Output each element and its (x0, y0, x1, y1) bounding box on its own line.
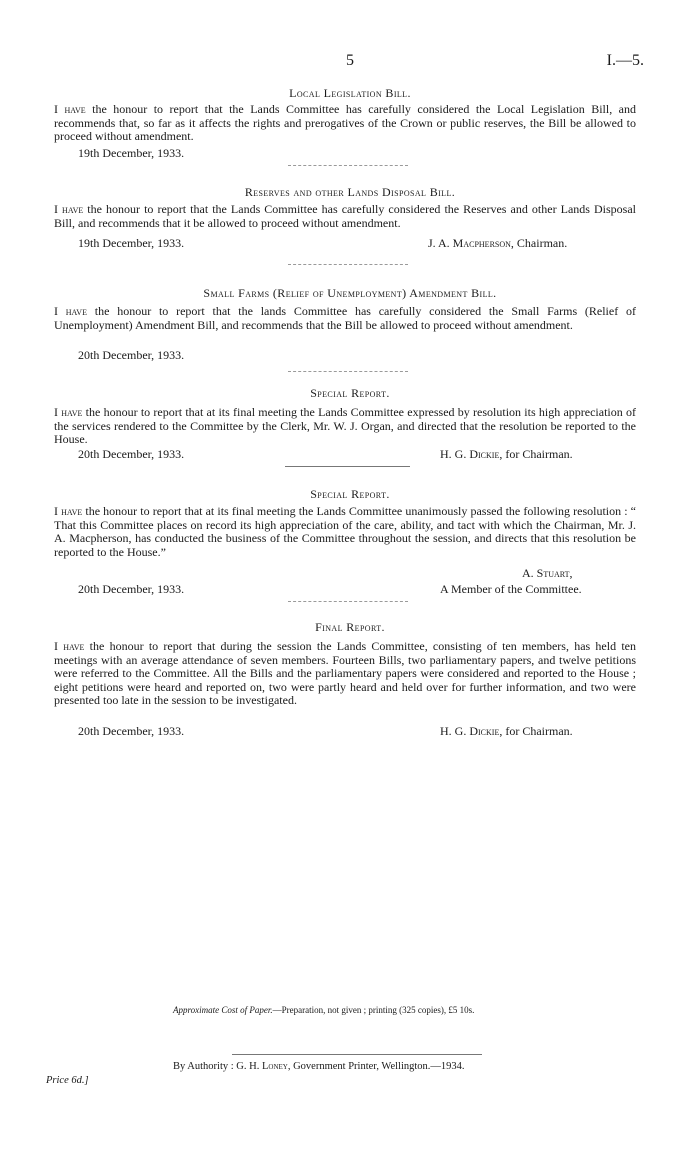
signature-name: J. A. Macpherson, (428, 236, 514, 250)
section-divider (288, 371, 408, 372)
section-date: 20th December, 1933. (78, 582, 185, 596)
section-divider (285, 466, 410, 467)
section-paragraph (54, 203, 636, 230)
signature-name: A. Stuart, (522, 566, 573, 580)
price-label: Price 6d.] (46, 1075, 89, 1086)
signature-role: for Chairman. (502, 724, 573, 738)
section-signature (440, 724, 573, 739)
section-paragraph (54, 640, 636, 708)
authority-prefix: By Authority : G. H. (173, 1061, 262, 1072)
section-heading: Local Legislation Bill. (289, 86, 411, 100)
cost-label: Approximate Cost of Paper. (173, 1005, 273, 1015)
printer-name: Loney (261, 1061, 288, 1072)
section-paragraph (54, 103, 636, 144)
signature-role: Chairman. (513, 236, 568, 250)
paragraph-lead: I have (54, 504, 83, 518)
paragraph-lead: I have (54, 639, 85, 653)
section-paragraph (54, 305, 636, 332)
cost-of-paper (173, 1005, 474, 1015)
section-paragraph (54, 505, 636, 559)
section-heading: Final Report. (315, 620, 385, 634)
section-divider (288, 165, 408, 166)
section-heading: Small Farms (Relief of Unemployment) Amendment Bill. (203, 286, 497, 300)
section-divider (288, 264, 408, 265)
cost-text: —Preparation, not given ; printing (325 copies), £5 10s. (272, 1005, 475, 1015)
section-date: 19th December, 1933. (78, 236, 185, 250)
signature-role: A Member of the Committee. (440, 582, 582, 596)
page-number: 5 (346, 52, 354, 69)
paragraph-lead: I have (54, 405, 83, 419)
authority-line (173, 1061, 465, 1072)
section-heading: Special Report. (310, 487, 390, 501)
section-date: 20th December, 1933. (78, 724, 185, 738)
signature-name: H. G. Dickie, (440, 724, 503, 738)
section-heading: Special Report. (310, 386, 390, 400)
section-date: 20th December, 1933. (78, 348, 185, 362)
section-paragraph (54, 406, 636, 447)
paragraph-lead: I have (54, 202, 84, 216)
section-date: 19th December, 1933. (78, 146, 185, 160)
paragraph-body: the honour to report that at its final meeting the Lands Committee expressed by resolution its high appreciation of the services rendered to the Committee by the Clerk, Mr. W. J. Organ, and directed that the resolution be reported to the House. (54, 405, 636, 446)
authority-suffix: , Government Printer, Wellington.—1934. (287, 1061, 465, 1072)
paragraph-lead: I have (54, 102, 86, 116)
paper-reference: I.—5. (606, 52, 644, 69)
paragraph-body: the honour to report that the Lands Committee has carefully considered the Reserves and other Lands Disposal Bill, and recommends that it be allowed to proceed without amendment. (54, 202, 636, 230)
signature-name: H. G. Dickie, (440, 447, 503, 461)
section-signature (440, 447, 573, 462)
paragraph-body: the honour to report that at its final meeting the Lands Committee unanimously passed the following resolution : “ That this Committee places on record its high appreciation of the care, ability, and tact with which the Chairman, Mr. J. A. Macpherson, has conducted the business of the Committee throughout the session, and directs that this resolution be reported to the House.” (54, 504, 636, 559)
paragraph-body: the honour to report that the Lands Committee has carefully considered the Local Legislation Bill, and recommends that, so far as it affects the rights and prerogatives of the Crown or public reserves, the Bill be allowed to proceed without amendment. (54, 102, 637, 143)
section-divider (288, 601, 408, 602)
section-signature (428, 236, 567, 251)
paragraph-lead: I have (54, 304, 87, 318)
section-date: 20th December, 1933. (78, 447, 185, 461)
paragraph-body: the honour to report that the lands Committee has carefully considered the Small Farms (Relief of Unemployment) Amendment Bill, and recommends that the Bill be allowed to proceed without amendment. (54, 304, 636, 332)
paragraph-body: the honour to report that during the session the Lands Committee, consisting of ten members, has held ten meetings with an average attendance of seven members. Fourteen Bills, two parliamentary papers, and twelve petitions were referred to the Committee. All the Bills and the parliamentary papers were considered and reported to the House ; eight petitions were heard and reported on, two were partly heard and held over for further information, and two were presented too late in the session to be investigated. (54, 639, 636, 707)
signature-role: for Chairman. (502, 447, 573, 461)
footer-divider (232, 1054, 482, 1055)
section-heading: Reserves and other Lands Disposal Bill. (244, 185, 456, 199)
